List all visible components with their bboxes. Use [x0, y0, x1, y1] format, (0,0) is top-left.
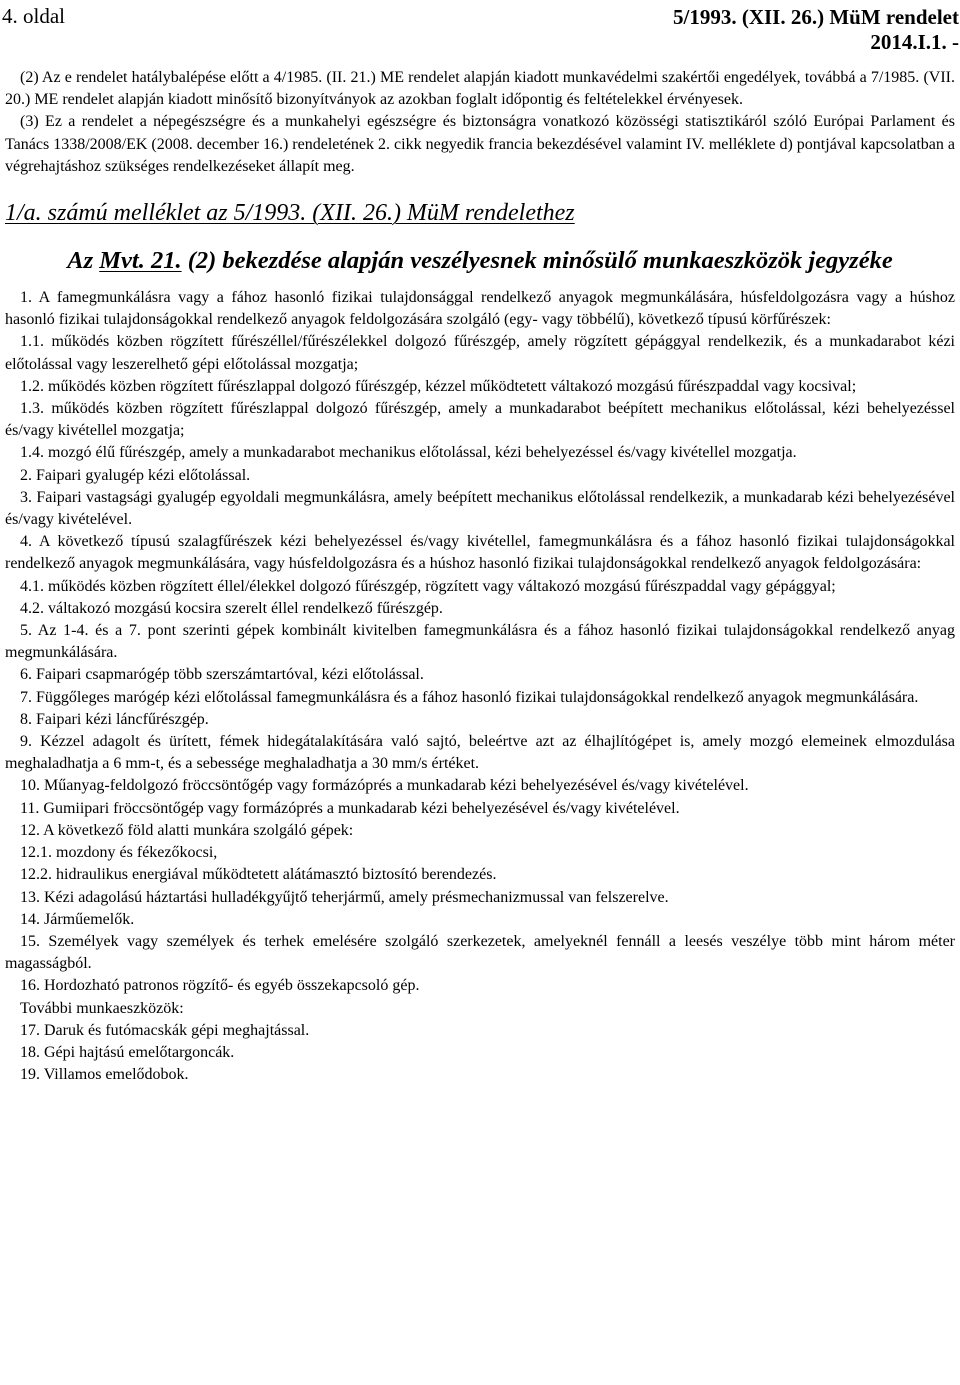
subject-lead: Az	[67, 247, 100, 275]
list-item: 12.2. hidraulikus energiával működtetett alátámasztó biztosító berendezés.	[20, 866, 497, 884]
list-item: 8. Faipari kézi láncfűrészgép.	[20, 710, 209, 728]
list-item: 10. Műanyag-feldolgozó fröccsöntőgép vagy formázóprés a munkadarab kézi behelyezésével és/vagy kivételével.	[20, 777, 749, 795]
list-item: 1.3. működés közben rögzített fűrészlappal dolgozó fűrészgép, amely a munkadarabot beépített mechanikus előtolással, kézi behelyezéssel és/vagy kivétellel mozgatja;	[5, 400, 955, 440]
list-item: 4.1. működés közben rögzített éllel/élekkel dolgozó fűrészgép, rögzített vagy váltakozó mozgású fűrészpaddal vagy gépággyal;	[20, 577, 836, 595]
list-item: 9. Kézzel adagolt és ürített, fémek hidegátalakítására való sajtó, beleértve azt az élhajlítógépet is, amely mozgó elemeinek elmozdulása meghaladhatja a 6 mm-t, és a sebessége meghaladhatja a 30 mm/s értéket.	[5, 733, 955, 773]
list-item: 1. A famegmunkálásra vagy a fához hasonló fizikai tulajdonsággal rendelkező anyagok megmunkálására, húsfeldolgozásra vagy a húshoz hasonló fizikai tulajdonságokkal rendelkező anyagok feldolgozására szolgáló (egy- vagy többélű), következő típusú körfűrészek:	[5, 289, 955, 329]
list-subheading: 17. Daruk és futómacskák gépi meghajtással.	[20, 1021, 310, 1039]
document-reference	[673, 5, 959, 55]
list-item: 1.4. mozgó élű fűrészgép, amely a munkadarabot mechanikus előtolással, kézi behelyezéssel és/vagy kivétellel mozgatja.	[20, 444, 797, 462]
list-item: 7. Függőleges marógép kézi előtolással famegmunkálásra és a fához hasonló fizikai tulajdonságokkal rendelkező anyagok megmunkálására.	[20, 688, 919, 706]
list-item: 2. Faipari gyalugép kézi előtolással.	[20, 466, 251, 484]
list-item: 18. Gépi hajtású emelőtargoncák.	[20, 1043, 235, 1061]
document-reference-line2: 2014.I.1. -	[870, 30, 959, 54]
equipment-list	[5, 287, 955, 1086]
list-item: 15. Személyek vagy személyek és terhek emelésére szolgáló szerkezetek, amelyeknél fennáll a leesés veszélye több mint három méter magasságból.	[5, 932, 955, 973]
list-item: 13. Kézi adagolású háztartási hulladékgyűjtő teherjármű, amely présmechanizmussal van felszerelve.	[20, 888, 669, 906]
document-reference-line1: 5/1993. (XII. 26.) MüM rendelet	[673, 5, 959, 29]
paragraph-3: (3) Ez a rendelet a népegészségre és a munkahelyi egészségre és biztonságra vonatkozó közösségi statisztikáról szóló Európai Parlament és Tanács 1338/2008/EK (2008. december 16.) rendeletének 2. cikk negyedik francia bekezdésével valamint IV. melléklete d) pontjával kapcsolatban a végrehajtáshoz szükséges rendelkezéseket állapít meg.	[5, 113, 955, 175]
annex-title: 1/a. számú melléklet az 5/1993. (XII. 26.) MüM rendelethez	[5, 200, 575, 227]
page-number: 4. oldal	[2, 4, 65, 28]
list-item: 12. A következő föld alatti munkára szolgáló gépek:	[20, 821, 354, 839]
list-item: 3. Faipari vastagsági gyalugép egyoldali megmunkálásra, amely beépített mechanikus előtolással rendelkezik, a munkadarab kézi behelyezésével és/vagy kivételével.	[5, 488, 955, 529]
list-item: 4.2. váltakozó mozgású kocsira szerelt éllel rendelkező fűrészgép.	[20, 599, 443, 617]
document-page	[2, 0, 959, 1086]
subject-rest: (2) bekezdése alapján veszélyesnek minősülő munkaeszközök jegyzéke	[181, 247, 893, 275]
list-item: 14. Járműemelők.	[20, 910, 135, 928]
paragraph-2: (2) Az e rendelet hatálybalépése előtt a 4/1985. (II. 21.) ME rendelet alapján kiadott munkavédelmi szakértői engedélyek, továbbá a 7/1985. (VII. 20.) ME rendelet alapján kiadott minősítő bizonyítványok az azokban foglalt időpontig és feltételekkel érvényesek.	[5, 69, 955, 109]
list-item: 5. Az 1-4. és a 7. pont szerinti gépek kombinált kivitelben famegmunkálásra és a fához hasonló fizikai tulajdonságokkal rendelkező anyag megmunkálására.	[5, 622, 955, 662]
list-item: További munkaeszközök:	[20, 999, 184, 1017]
intro-paragraphs	[5, 67, 955, 178]
list-item: 11. Gumiipari fröccsöntőgép vagy formázóprés a munkadarab kézi behelyezésével és/vagy kivételével.	[20, 799, 680, 817]
list-item: 4. A következő típusú szalagfűrészek kézi behelyezéssel és/vagy kivétellel, famegmunkálásra és a fához hasonló fizikai tulajdonságokkal rendelkező anyagok megmunkálására, vagy húsfeldolgozásra és a húshoz hasonló fizikai tulajdonságokkal rendelkező anyagok feldolgozására:	[5, 533, 955, 573]
list-item: 1.2. működés közben rögzített fűrészlappal dolgozó fűrészgép, kézzel működtetett váltakozó mozgású fűrészpaddal vagy kocsival;	[20, 377, 857, 395]
list-item: 6. Faipari csapmarógép több szerszámtartóval, kézi előtolással.	[20, 666, 424, 684]
list-item: 16. Hordozható patronos rögzítő- és egyéb összekapcsoló gép.	[20, 977, 420, 995]
list-item: 1.1. működés közben rögzített fűrészéllel/fűrészélekkel dolgozó fűrészgép, amely rögzített gépággyal rendelkezik, és a munkadarabot kézi előtolással vagy leszerelhető gépi előtolással mozgatja;	[5, 333, 955, 373]
annex-subject-heading	[5, 245, 955, 277]
list-item: 19. Villamos emelődobok.	[20, 1066, 189, 1084]
list-item: 12.1. mozdony és fékezőkocsi,	[20, 844, 218, 862]
subject-law-reference: Mvt. 21.	[99, 247, 182, 275]
page-header	[2, 0, 959, 60]
